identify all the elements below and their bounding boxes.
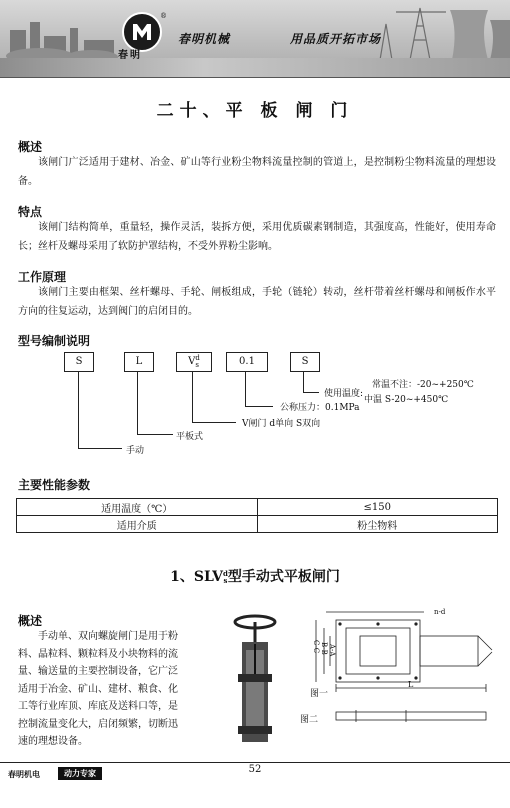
footer-badge: 动力专家 <box>58 767 102 780</box>
gate-type-label: V闸门 d单向 S双向 <box>242 419 321 429</box>
overview-line: 工等行业库顶、库底及送料口等，是 <box>18 701 178 712</box>
leader-temp-h <box>303 392 319 393</box>
product-photo <box>228 614 282 748</box>
table-row <box>17 499 498 516</box>
slogan-company: 春明机械 <box>178 32 231 46</box>
product-title-sup: d <box>223 569 228 578</box>
model-heading: 型号编制说明 <box>18 334 91 348</box>
overview-line: 控制流量变化大，启闭频繁，切断迅 <box>18 718 178 730</box>
leader-temp-v <box>303 371 304 393</box>
param-name: 适用温度（℃） <box>17 499 258 516</box>
code-box-l: L <box>124 352 154 372</box>
dim-aa: A-A <box>328 644 336 657</box>
features-text: 该闸门结构简单，重量轻，操作灵活，装拆方便，采用优质碳素钢制造，其强度高，性能好，使用寿命长；丝杆及螺母采用了软防护罩结构，不受外界粉尘影响。 <box>18 222 496 252</box>
principle-text: 该闸门主要由框架、丝杆螺母、手轮、闸板组成，手轮（链轮）转动，丝杆带着丝杆螺母和闸板作水平方向的往复运动，达到阀门的启闭目的。 <box>18 287 496 317</box>
figure-1-label: 图一 <box>310 689 329 699</box>
temp-label: 使用温度: <box>324 389 364 399</box>
temp-normal: 常温不注：-20~+250℃ <box>372 380 474 390</box>
principle-heading: 工作原理 <box>18 270 67 284</box>
table-row <box>17 516 498 533</box>
leader-manual-v <box>78 371 79 449</box>
code-box-s: S <box>64 352 94 372</box>
overview-line: 手动单、双向螺旋闸门是用于粉 <box>38 631 178 642</box>
slogan-quality: 用品质开拓市场 <box>290 32 382 46</box>
overview-line: 量、输送量的主要控制设备，它广泛 <box>18 666 178 677</box>
logo-text: 春明 <box>118 50 142 61</box>
temp-medium: 中温 S-20~+450℃ <box>364 395 449 405</box>
leader-gate-v <box>192 371 193 423</box>
code-v-sup: d <box>195 353 200 362</box>
code-box-v-letter: V <box>188 356 196 367</box>
dim-l: L <box>408 680 414 689</box>
product-title-sub: s <box>223 576 228 585</box>
registered-mark: ® <box>160 12 167 20</box>
pressure-label: 公称压力：0.1MPa <box>280 403 360 413</box>
code-box-pressure: 0.1 <box>226 352 268 372</box>
figure-2-label: 图二 <box>300 715 319 725</box>
param-name: 适用介质 <box>17 516 258 533</box>
code-v-sub: s <box>195 360 199 369</box>
product-overview-heading: 概述 <box>18 614 43 628</box>
manual-label: 手动 <box>126 446 145 456</box>
overview-line: 适用于冶金、矿山、建材、粮食、化 <box>18 683 178 695</box>
product-overview-text <box>18 628 222 751</box>
params-table <box>16 498 498 533</box>
dim-nd: n-d <box>434 608 446 616</box>
features-heading: 特点 <box>18 205 43 219</box>
dim-cc: C-C <box>312 640 320 654</box>
header-divider <box>0 77 510 78</box>
header-banner <box>0 0 510 78</box>
leader-gate-h <box>192 422 236 423</box>
leader-pressure-v <box>245 371 246 407</box>
leader-pressure-h <box>245 406 273 407</box>
overview-heading: 概述 <box>18 140 43 154</box>
page-title: 二十、平 板 闸 门 <box>156 101 354 121</box>
code-box-temp: S <box>290 352 320 372</box>
leader-plate-h <box>137 434 173 435</box>
dim-bb: B-B <box>320 642 328 655</box>
overview-line: 速的理想设备。 <box>18 736 88 747</box>
plate-label: 平板式 <box>176 432 204 442</box>
code-box-v <box>176 352 212 372</box>
params-heading: 主要性能参数 <box>18 478 91 492</box>
overview-text: 该闸门广泛适用于建材、冶金、矿山等行业粉尘物料流量控制的管道上，是控制粉尘物料流量的理想设备。 <box>18 157 496 187</box>
leader-manual-h <box>78 448 122 449</box>
banner-stripe <box>0 58 510 78</box>
param-value: ≤150 <box>257 499 498 516</box>
footer-divider <box>0 762 510 763</box>
overview-line: 料、晶粒料、颗粒料及小块物料的流 <box>18 648 178 660</box>
product-title-suffix: 型手动式平板闸门 <box>227 569 340 585</box>
product-title <box>0 566 510 586</box>
page-number: 52 <box>248 764 262 775</box>
product-title-prefix: 1、SLV <box>170 569 223 585</box>
footer-brand: 春明机电 <box>8 770 40 779</box>
leader-plate-v <box>137 371 138 435</box>
technical-drawing <box>296 606 502 730</box>
param-value: 粉尘物料 <box>257 516 498 533</box>
logo-emblem-icon <box>124 14 160 50</box>
